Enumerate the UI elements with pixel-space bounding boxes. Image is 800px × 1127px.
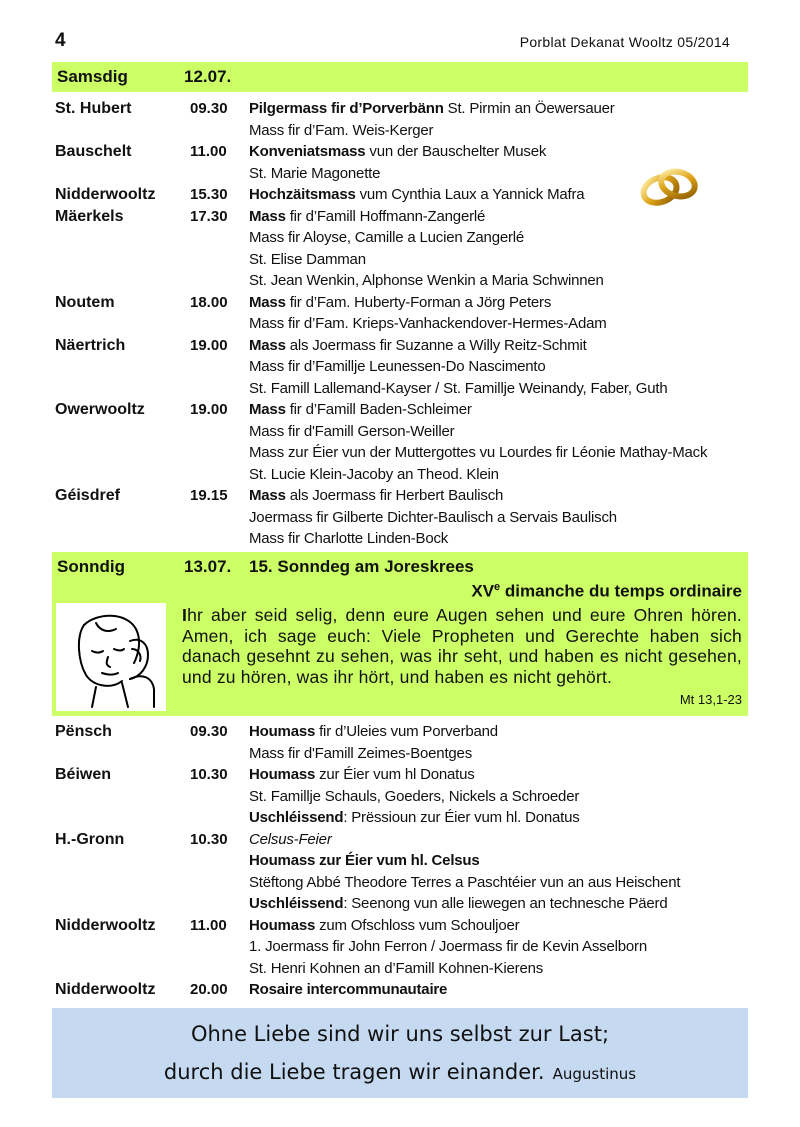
mass-time: 11.00 [190, 916, 227, 934]
mass-type: Houmass [249, 766, 316, 783]
mass-time: 10.30 [190, 766, 228, 783]
place-name: H.-Gronn [55, 830, 125, 848]
mass-description [249, 507, 617, 529]
page-header [55, 30, 730, 58]
quote-box [52, 1008, 748, 1098]
schedule-line [55, 936, 755, 958]
mass-intention: St. Pirmin an Öewersauer [443, 100, 615, 117]
place-name: Mäerkels [55, 207, 124, 225]
schedule-line [55, 399, 755, 421]
mass-intention: vun der Bauschelter Musek [365, 143, 547, 160]
mass-type: Mass [249, 207, 286, 225]
schedule-line [55, 850, 755, 872]
schedule-line [55, 421, 755, 443]
mass-time: 10.30 [190, 830, 228, 848]
mass-description [249, 442, 707, 464]
mass-description [249, 915, 519, 937]
mass-description [249, 356, 546, 378]
day-name: Samsdig [57, 67, 128, 86]
mass-intention: 1. Joermass fir John Ferron / Joermass fir de Kevin Asselborn [249, 938, 647, 955]
mass-description [249, 528, 448, 550]
schedule-line [55, 270, 755, 292]
schedule-line [55, 764, 755, 786]
mass-description [249, 936, 647, 958]
liturgical-subtitle: XVe dimanche du temps ordinaire [471, 581, 742, 601]
quote-line-2-text: durch die Liebe tragen wir einander. [163, 1060, 545, 1084]
publication-title: Porblat Dekanat Wooltz 05/2014 [519, 34, 730, 50]
mass-description [249, 764, 475, 786]
mass-intention: fir d’Famill Baden-Schleimer [285, 401, 472, 418]
mass-description [249, 206, 485, 228]
mass-description [249, 893, 668, 915]
mass-description [249, 721, 498, 743]
mass-description [249, 485, 503, 507]
mass-description [249, 292, 551, 314]
mass-description [249, 958, 543, 980]
mass-description [249, 227, 524, 249]
mass-intention: Mass fir d'Famill Zeimes-Boentges [249, 744, 472, 762]
schedule-line [55, 721, 755, 743]
mass-description [249, 786, 579, 808]
wedding-rings-icon [638, 160, 700, 212]
place-name: Béiwen [55, 766, 112, 783]
mass-time: 19.00 [190, 336, 228, 354]
schedule-line [55, 378, 755, 400]
mass-time: 18.00 [190, 293, 228, 311]
schedule-line [55, 464, 755, 486]
sunday-schedule [55, 721, 755, 1001]
quote-line-1: Ohne Liebe sind wir uns selbst zur Last; [190, 1022, 610, 1046]
schedule-line [55, 356, 755, 378]
mass-type: Uschléissend [249, 895, 344, 912]
place-name: Owerwooltz [55, 401, 145, 418]
schedule-line [55, 958, 755, 980]
mass-type: Houmass [249, 723, 316, 740]
mass-description [249, 872, 680, 894]
mass-description [249, 120, 433, 142]
mass-intention: St. Famill Lallemand-Kayser / St. Famillje Weinandy, Faber, Guth [249, 379, 668, 397]
mass-intention: fir d’Famill Hoffmann-Zangerlé [285, 207, 486, 225]
mass-intention: Mass fir Aloyse, Camille a Lucien Zangerlé [249, 229, 525, 246]
mass-intention: St. Lucie Klein-Jacoby an Theod. Klein [249, 465, 499, 483]
schedule-line [55, 227, 755, 249]
mass-description [249, 850, 480, 872]
mass-time: 19.15 [190, 487, 228, 504]
mass-intention: Joermass fir Gilberte Dichter-Baulisch a Servais Baulisch [249, 508, 617, 526]
gospel-box [52, 601, 748, 716]
mass-intention: St. Marie Magonette [249, 164, 381, 182]
mass-intention: fir d’Fam. Huberty-Forman a Jörg Peters [285, 293, 552, 311]
event-note: Celsus-Feier [249, 830, 332, 848]
schedule-line [55, 98, 755, 120]
mass-intention: St. Henri Kohnen an d’Famill Kohnen-Kierens [249, 959, 544, 977]
sunday-day-bar [52, 552, 748, 601]
place-name: Noutem [55, 293, 115, 311]
mass-intention: St. Famillje Schauls, Goeders, Nickels a Schroeder [249, 787, 580, 805]
schedule-line [55, 829, 755, 851]
mass-description [249, 270, 604, 292]
schedule-line [55, 249, 755, 271]
mass-type: Houmass [249, 916, 316, 934]
schedule-line [55, 442, 755, 464]
place-name: Bauschelt [55, 143, 132, 160]
mass-intention: : Seenong vun alle liewegen an technesche Päerd [343, 895, 668, 912]
mass-time: 17.30 [190, 207, 228, 225]
mass-description [249, 335, 587, 357]
day-date: 12.07. [184, 67, 232, 86]
mass-time: 15.30 [190, 186, 228, 203]
mass-description [249, 807, 580, 829]
mass-intention: fir d’Uleies vum Porverband [315, 723, 498, 740]
schedule-line [55, 528, 755, 550]
mass-time: 19.00 [190, 401, 228, 418]
mass-time: 09.30 [190, 723, 228, 740]
schedule-line [55, 120, 755, 142]
mass-description [249, 163, 380, 185]
mass-intention: Stëftong Abbé Theodore Terres a Paschtéier vun an aus Heischent [249, 873, 681, 891]
mass-description [249, 743, 472, 765]
mass-description [249, 184, 584, 206]
schedule-line [55, 915, 755, 937]
liturgical-title: 15. Sonndeg am Joreskrees [249, 557, 474, 576]
mass-intention: Mass fir Charlotte Linden-Bock [249, 530, 449, 547]
mass-intention: Mass fir d'Famill Gerson-Weiller [249, 422, 455, 440]
quote-line-2 [52, 1060, 748, 1084]
mass-intention: St. Jean Wenkin, Alphonse Wenkin a Maria Schwinnen [249, 272, 604, 289]
mass-type: Mass [249, 401, 286, 418]
schedule-line [55, 313, 755, 335]
mass-intention: zum Ofschloss vum Schouljoer [315, 916, 520, 934]
mass-intention: vum Cynthia Laux a Yannick Mafra [355, 186, 585, 203]
mass-description [249, 141, 546, 163]
gospel-reference: Mt 13,1-23 [679, 692, 742, 707]
saturday-day-bar [52, 62, 748, 92]
schedule-line [55, 335, 755, 357]
mass-time: 09.30 [190, 100, 228, 117]
place-name: St. Hubert [55, 100, 132, 117]
mass-type: Rosaire intercommunautaire [249, 981, 448, 998]
mass-intention: St. Elise Damman [249, 250, 366, 268]
mass-time: 11.00 [190, 143, 227, 160]
mass-type: Uschléissend [249, 809, 344, 826]
mass-intention: als Joermass fir Herbert Baulisch [285, 487, 504, 504]
mass-description [249, 249, 366, 271]
day-name: Sonndig [57, 557, 125, 576]
mass-description [249, 979, 447, 1001]
mass-intention: Mass zur Éier vun der Muttergottes vu Lourdes fir Léonie Mathay-Mack [249, 444, 708, 461]
mass-description [249, 378, 667, 400]
page-number: 4 [55, 30, 66, 51]
place-name: Nidderwooltz [55, 186, 156, 203]
mass-description [249, 98, 615, 120]
mass-type: Mass [249, 336, 286, 354]
mass-intention: Mass fir d’Fam. Weis-Kerger [249, 121, 434, 139]
schedule-line [55, 872, 755, 894]
schedule-line [55, 507, 755, 529]
listening-face-icon [56, 603, 166, 711]
mass-intention: als Joermass fir Suzanne a Willy Reitz-Schmit [285, 336, 587, 354]
mass-time: 20.00 [190, 981, 228, 998]
place-name: Nidderwooltz [55, 916, 156, 934]
schedule-line [55, 893, 755, 915]
mass-type: Hochzäitsmass [249, 186, 356, 203]
mass-type: Houmass zur Éier vum hl. Celsus [249, 852, 480, 869]
mass-description [249, 829, 332, 851]
mass-description [249, 421, 454, 443]
mass-description [249, 313, 607, 335]
mass-intention: Mass fir d’Fam. Krieps-Vanhackendover-Hermes-Adam [249, 315, 607, 332]
gospel-text: Ihr aber seid selig, denn eure Augen sehen und eure Ohren hören. Amen, ich sage euch: Viele Propheten und Gerechte haben sich danach gesehnt zu sehen, was ihr seht, und haben es nicht gesehen, und zu hören, was ihr hört, und haben es nicht gehört. [182, 605, 742, 687]
quote-author: Augustinus [552, 1065, 637, 1083]
schedule-line [55, 743, 755, 765]
mass-description [249, 464, 499, 486]
mass-type: Mass [249, 293, 286, 311]
mass-intention: zur Éier vum hl Donatus [315, 766, 475, 783]
schedule-line [55, 786, 755, 808]
place-name: Nidderwooltz [55, 981, 156, 998]
mass-type: Pilgermass fir d’Porverbänn [249, 100, 444, 117]
mass-intention: Mass fir d’Famillje Leunessen-Do Nascimento [249, 358, 546, 375]
mass-type: Mass [249, 487, 286, 504]
place-name: Géisdref [55, 487, 120, 504]
place-name: Näertrich [55, 336, 126, 354]
mass-intention: : Prëssioun zur Éier vum hl. Donatus [343, 809, 580, 826]
day-date: 13.07. [184, 557, 232, 576]
schedule-line [55, 807, 755, 829]
schedule-line [55, 485, 755, 507]
schedule-line [55, 292, 755, 314]
place-name: Pënsch [55, 723, 112, 740]
mass-type: Konveniatsmass [249, 143, 366, 160]
mass-description [249, 399, 472, 421]
schedule-line [55, 979, 755, 1001]
